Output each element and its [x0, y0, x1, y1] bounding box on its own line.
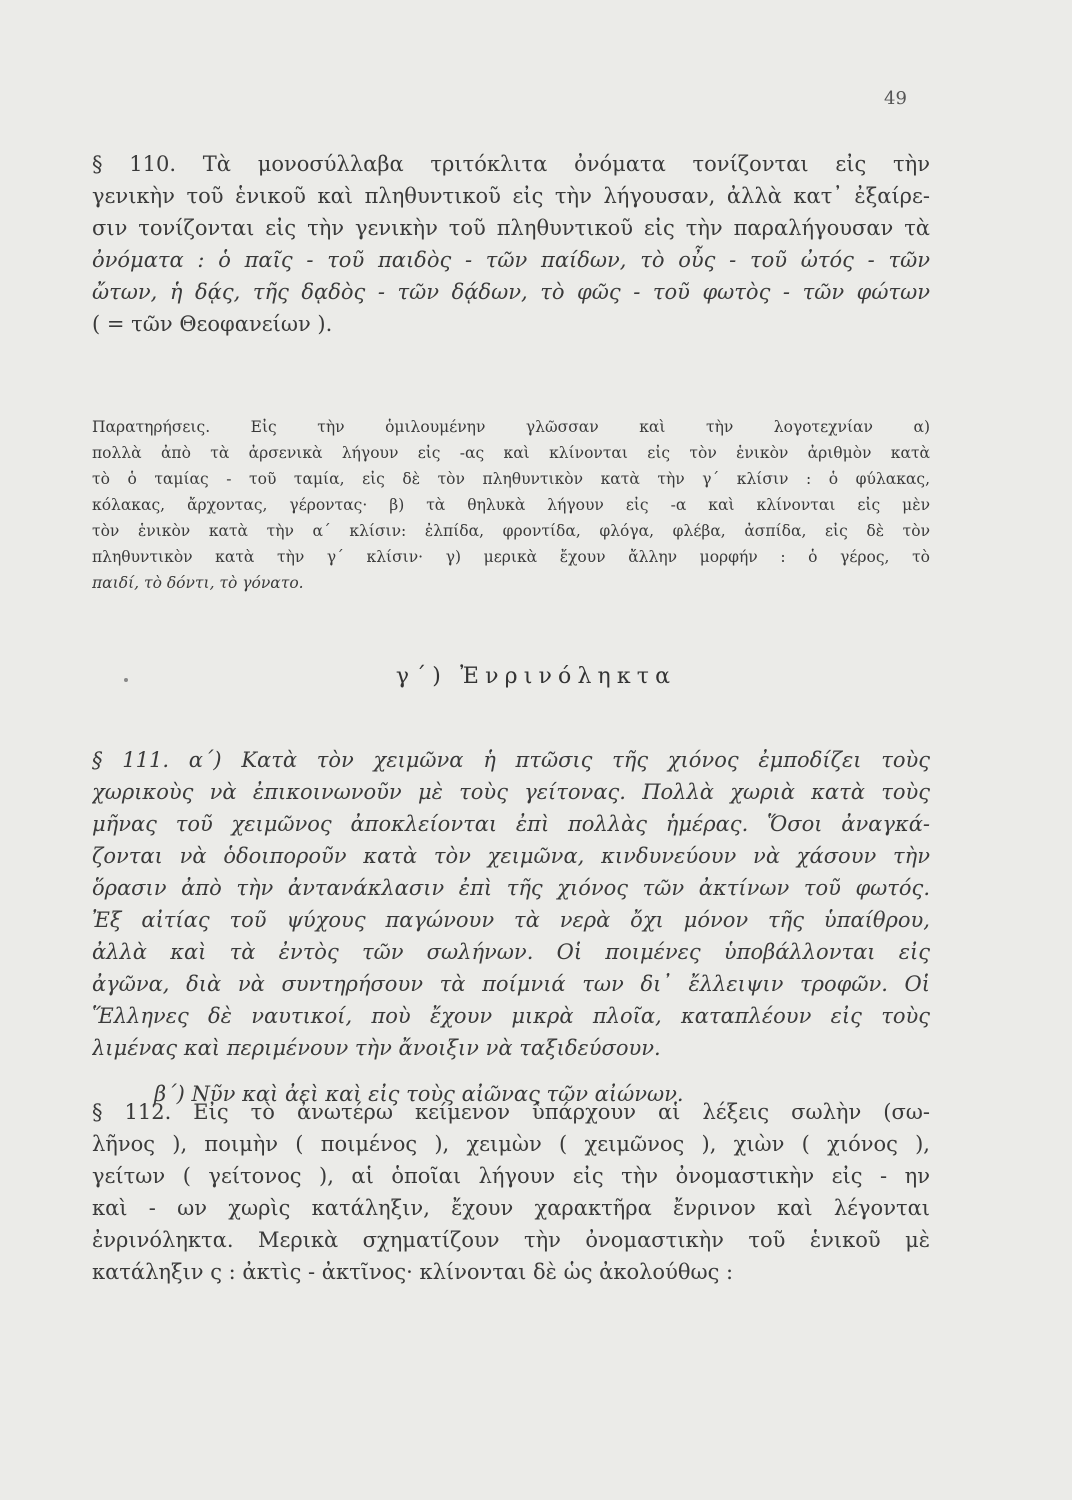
s111-line-9: Ἕλληνες δὲ ναυτικοί, ποὺ ἔχουν μικρὰ πλοῖα, καταπλέουν εἰς τοὺς — [92, 1004, 930, 1028]
s110-line-2: γενικὴν τοῦ ἑνικοῦ καὶ πληθυντικοῦ εἰς τὴν λήγουσαν, ἀλλὰ κατ᾽ ἐξαίρε- — [92, 184, 930, 208]
remarks-line-5: τὸν ἑνικὸν κατὰ τὴν α´ κλίσιν: ἐλπίδα, φροντίδα, φλόγα, φλέβα, ἀσπίδα, εἰς δὲ τὸν — [92, 522, 930, 540]
section-heading: γ´) Ἐνρινόληκτα — [395, 664, 677, 689]
s112-line-1: § 112. Εἰς τὸ ἀνωτέρω κείμενον ὑπάρχουν αἱ λέξεις σωλὴν (σω- — [92, 1100, 930, 1124]
s111-line-5: ὅρασιν ἀπὸ τὴν ἀντανάκλασιν ἐπὶ τῆς χιόνος τῶν ἀκτίνων τοῦ φωτός. — [92, 876, 930, 900]
remarks-line-2: πολλὰ ἀπὸ τὰ ἀρσενικὰ λήγουν εἰς -ας καὶ κλίνονται εἰς τὸν ἑνικὸν ἀριθμὸν κατὰ — [92, 444, 930, 462]
s111-line-2: χωρικοὺς νὰ ἐπικοινωνοῦν μὲ τοὺς γείτονας. Πολλὰ χωριὰ κατὰ τοὺς — [92, 780, 930, 804]
s112-line-4: καὶ - ων χωρὶς κατάληξιν, ἔχουν χαρακτῆρα ἔνρινον καὶ λέγονται — [92, 1196, 930, 1220]
s110-line-6: ( = τῶν Θεοφανείων ). — [92, 312, 333, 336]
s111-line-3: μῆνας τοῦ χειμῶνος ἀποκλείονται ἐπὶ πολλὰς ἡμέρας. Ὅσοι ἀναγκά- — [92, 812, 930, 836]
s110-line-5: ὤτων, ἡ δᾴς, τῆς δᾳδὸς - τῶν δᾴδων, τὸ φῶς - τοῦ φωτὸς - τῶν φώτων — [92, 280, 930, 304]
s111-line-10: λιμένας καὶ περιμένουν τὴν ἄνοιξιν νὰ ταξιδεύσουν. — [92, 1036, 661, 1060]
s111-line-8: ἀγῶνα, διὰ νὰ συντηρήσουν τὰ ποίμνιά των δι᾽ ἔλλειψιν τροφῶν. Οἱ — [92, 972, 930, 996]
remarks-line-3: τὸ ὁ ταμίας - τοῦ ταμία, εἰς δὲ τὸν πληθυντικὸν κατὰ τὴν γ´ κλίσιν : ὁ φύλακας, — [92, 470, 930, 488]
s112-line-2: λῆνος ), ποιμὴν ( ποιμένος ), χειμὼν ( χειμῶνος ), χιὼν ( χιόνος ), — [92, 1132, 930, 1156]
remarks-line-4: κόλακας, ἄρχοντας, γέροντας· β) τὰ θηλυκὰ λήγουν εἰς -α καὶ κλίνονται εἰς μὲν — [92, 496, 930, 514]
s111-line-4: ζονται νὰ ὁδοιποροῦν κατὰ τὸν χειμῶνα, κινδυνεύουν νὰ χάσουν τὴν — [92, 844, 930, 868]
s112-line-5: ἐνρινόληκτα. Μερικὰ σχηματίζουν τὴν ὀνομαστικὴν τοῦ ἑνικοῦ μὲ — [92, 1228, 930, 1252]
section-110 — [92, 148, 930, 340]
section-111 — [92, 744, 930, 1110]
remarks-line-6: πληθυντικὸν κατὰ τὴν γ´ κλίσιν· γ) μερικὰ ἔχουν ἄλλην μορφήν : ὁ γέρος, τὸ — [92, 548, 930, 566]
s112-line-6: κατάληξιν ς : ἀκτὶς - ἀκτῖνος· κλίνονται δὲ ὡς ἀκολούθως : — [92, 1260, 734, 1284]
remarks — [92, 414, 930, 596]
remarks-line-1: Παρατηρήσεις. Εἰς τὴν ὁμιλουμένην γλῶσσαν καὶ τὴν λογοτεχνίαν α) — [92, 418, 930, 436]
s110-line-3: σιν τονίζονται εἰς τὴν γενικὴν τοῦ πληθυντικοῦ εἰς τὴν παραλήγουσαν τὰ — [92, 216, 930, 240]
s110-line-4: ὀνόματα : ὁ παῖς - τοῦ παιδὸς - τῶν παίδων, τὸ οὖς - τοῦ ὠτός - τῶν — [92, 248, 930, 272]
s111-beta: β´) Νῦν καὶ ἀεὶ καὶ εἰς τοὺς αἰῶνας τῶν αἰώνων. — [154, 1082, 684, 1106]
s111-line-6: Ἐξ αἰτίας τοῦ ψύχους παγώνουν τὰ νερὰ ὄχι μόνον τῆς ὑπαίθρου, — [92, 908, 930, 932]
section-112 — [92, 1096, 930, 1288]
remarks-line-7: παιδί, τὸ δόντι, τὸ γόνατο. — [92, 574, 304, 592]
s110-line-1: § 110. Τὰ μονοσύλλαβα τριτόκλιτα ὀνόματα τονίζονται εἰς τὴν — [92, 152, 930, 176]
page-number: 49 — [884, 88, 907, 109]
s111-line-1: § 111. α´) Κατὰ τὸν χειμῶνα ἡ πτῶσις τῆς χιόνος ἐμποδίζει τοὺς — [92, 748, 930, 772]
s111-line-7: ἀλλὰ καὶ τὰ ἐντὸς τῶν σωλήνων. Οἱ ποιμένες ὑποβάλλονται εἰς — [92, 940, 930, 964]
s112-line-3: γείτων ( γείτονος ), αἱ ὁποῖαι λήγουν εἰς τὴν ὀνομαστικὴν εἰς - ην — [92, 1164, 930, 1188]
